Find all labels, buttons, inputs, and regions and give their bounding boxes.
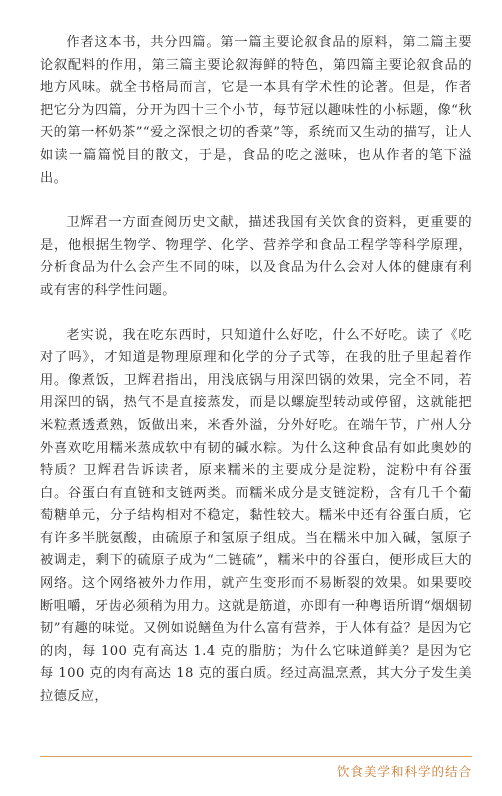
paragraph-gap: [40, 303, 472, 325]
article-body: [40, 32, 472, 709]
running-footer-title: 饮食美学和科学的结合: [336, 764, 472, 779]
paragraph-gap: [40, 190, 472, 212]
paragraph-examples: 老实说，我在吃东西时，只知道什么好吃，什么不好吃。读了《吃对了吗》，才知道是物理原理和化学的分子式等，在我的肚子里起着作用。像煮饭，卫辉君指出，用浅底锅与用深凹锅的效果，完全不同，若用深凹的锅，热气不是直接蒸发，而是以螺旋型转动或停留，这就能把米粒煮透煮熟，饭做出来，米香外溢，分外好吃。在端午节，广州人分外喜欢吃用糯米蒸成软中有韧的碱水粽。为什么这种食品有如此奥妙的特质？卫辉君告诉读者，原来糯米的主要成分是淀粉，淀粉中有谷蛋白。谷蛋白有直链和支链两类。而糯米成分是支链淀粉，含有几千个葡萄糖单元，分子结构相对不稳定，黏性较大。糯米中还有谷蛋白质，它有许多半胱氨酸，由硫原子和氢原子组成。当在糯米中加入碱，氢原子被调走，剩下的硫原子成为“二链硫”，糯米中的谷蛋白，便形成巨大的网络。这个网络被外力作用，就产生变形而不易断裂的效果。如果要咬断咀嚼，牙齿必须稍为用力。这就是筋道，亦即有一种粤语所谓“烟烟韧韧”有趣的味觉。又例如说鳝鱼为什么富有营养，于人体有益？是因为它的肉，每 100 克有高达 1.4 克的脂肪；为什么它味道鲜美？是因为它每 100 克的肉有高达 18 克的蛋白质。经过高温烹煮，其大分子发生美拉德反应，: [40, 327, 472, 705]
paragraph-science: 卫辉君一方面查阅历史文献，描述我国有关饮食的资料，更重要的是，他根据生物学、物理学、化学、营养学和食品工程学等科学原理，分析食品为什么会产生不同的味，以及食品为什么会对人体的健康有利或有害的科学性问题。: [40, 215, 472, 298]
paragraph-structure: 作者这本书，共分四篇。第一篇主要论叙食品的原料，第二篇主要论叙配料的作用，第三篇主要论叙海鲜的特色，第四篇主要论叙食品的地方风味。就全书格局而言，它是一本具有学术性的论著。但是，作者把它分为四篇，分开为四十三个小节，每节冠以趣味性的小标题，像“秋天的第一杯奶茶”“爱之深恨之切的香菜”等，系统而又生动的描写，让人如读一篇篇悦目的散文，于是，食品的吃之滋味，也从作者的笔下溢出。: [40, 35, 472, 186]
footer-divider: [40, 756, 472, 757]
